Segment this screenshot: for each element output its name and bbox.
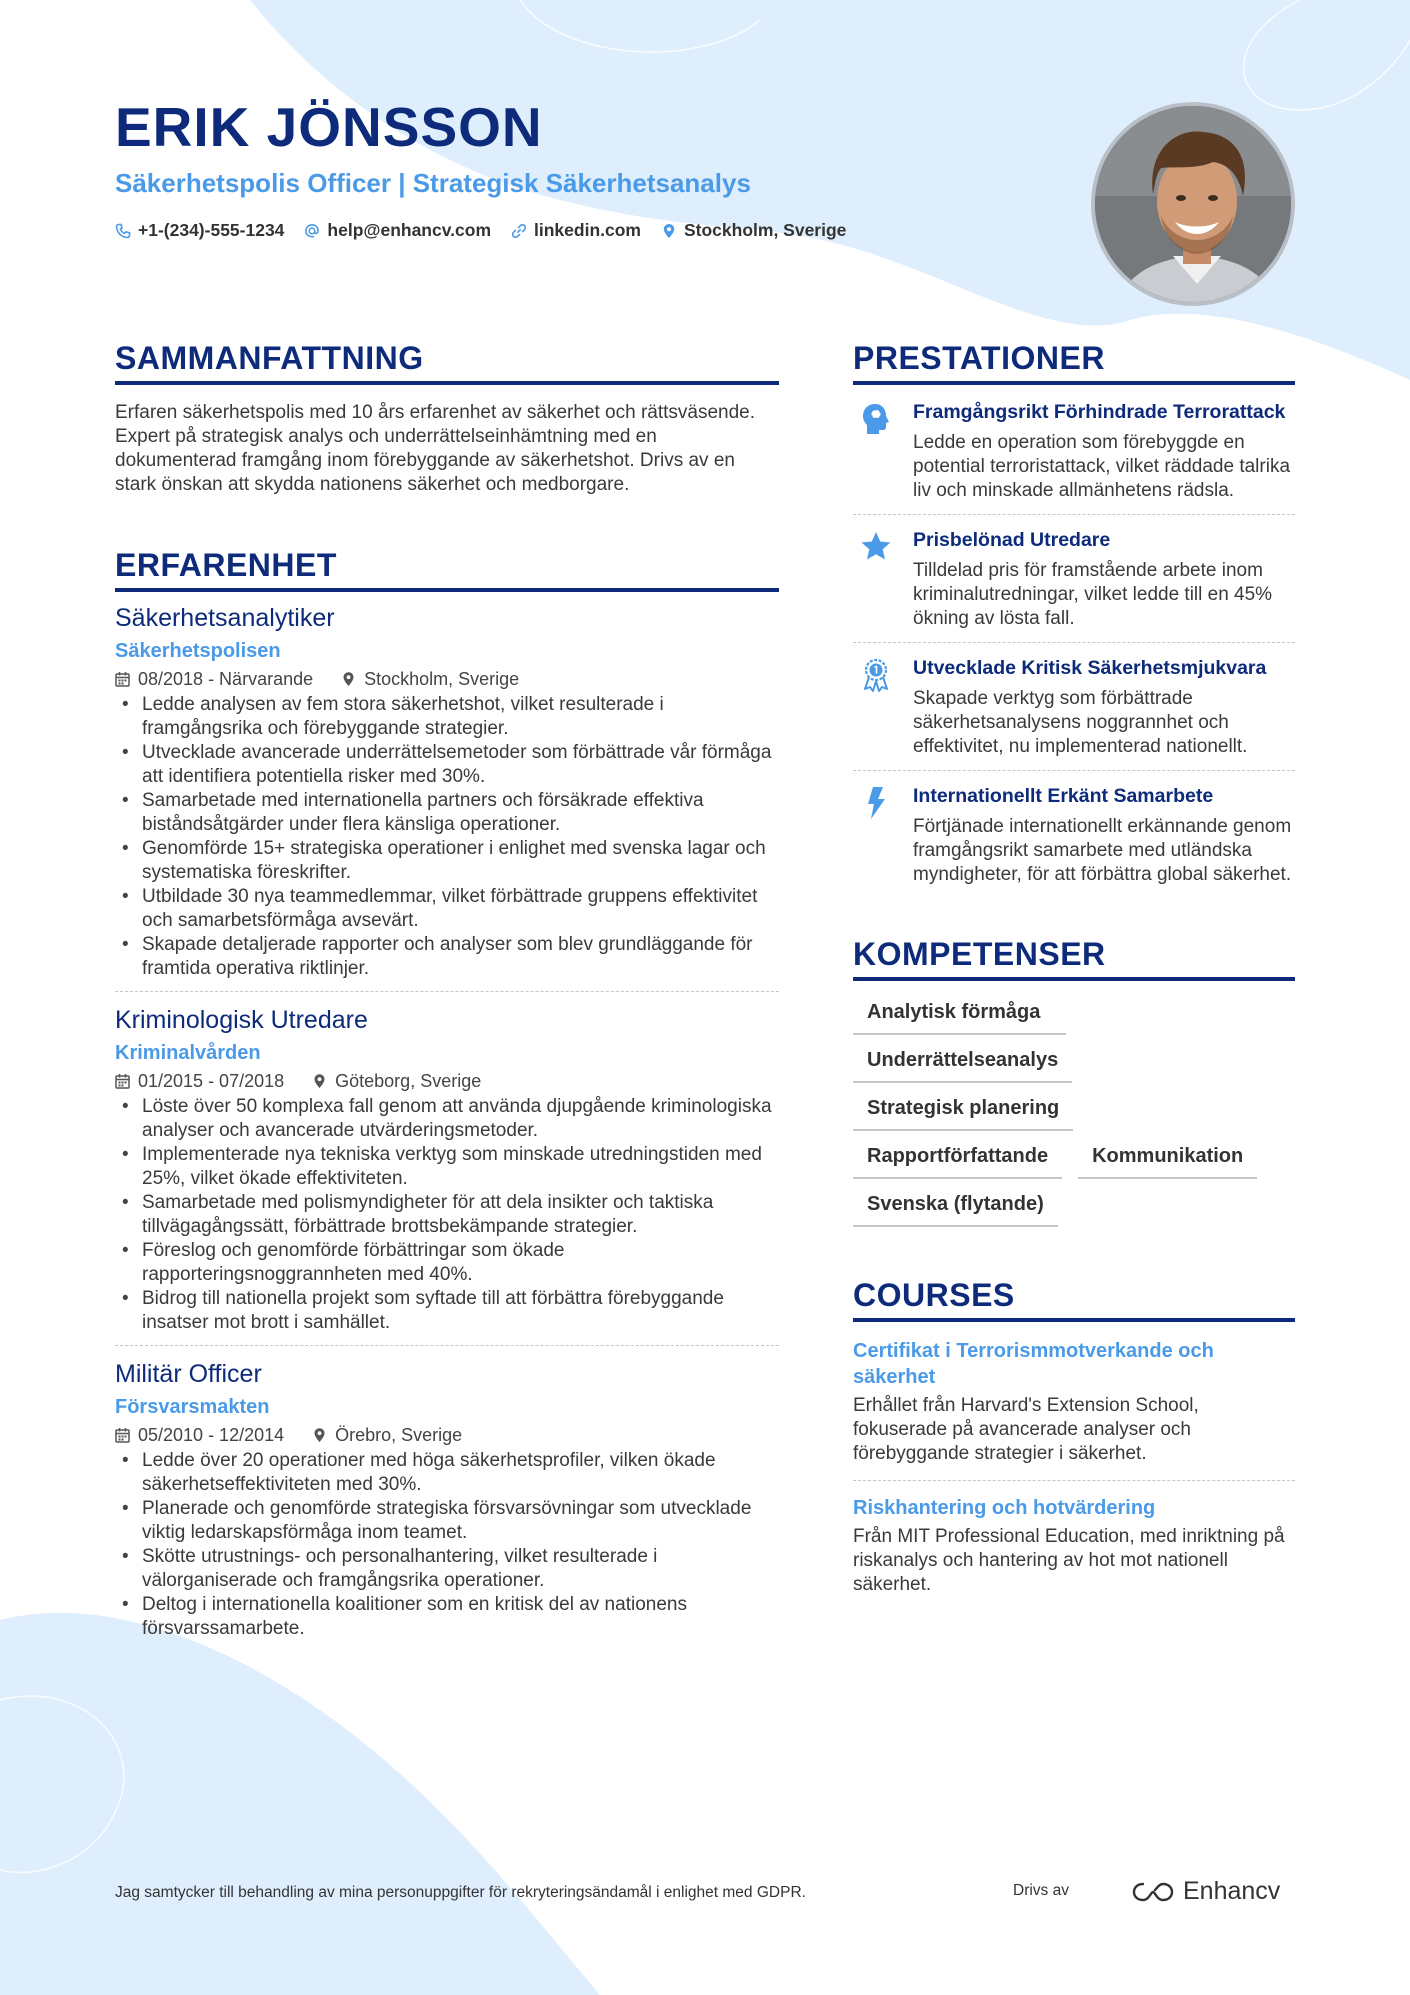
job-title: Militär Officer [115, 1360, 262, 1388]
list-item: • Löste över 50 komplexa fall genom att använda djupgående kriminologiska analyser och avancerade utvärderingsmetoder. [115, 1095, 779, 1143]
skill-tag: Analytisk förmåga [853, 987, 1066, 1035]
email-text: help@enhancv.com [327, 220, 492, 240]
job-dates: 01/2015 - 07/2018 [138, 1071, 285, 1091]
experience-heading: ERFARENHET [115, 547, 779, 592]
course-text: Erhållet från Harvard's Extension School, fokuserade på avancerade analyser och förebyggande strategier i säkerhet. [853, 1395, 1199, 1464]
link-icon [511, 223, 527, 239]
calendar-icon [115, 1427, 130, 1443]
job-dates: 08/2018 - Närvarande [138, 669, 314, 689]
contact-bar [115, 220, 846, 241]
skill-tag: Svenska (flytande) [853, 1179, 1058, 1227]
courses-list [853, 1324, 1295, 1611]
summary-text: Erfaren säkerhetspolis med 10 års erfarenhet av säkerhet och rättsväsende. Expert på strategisk analys och underrättelseinhämtning med en dokumenterad framgång inom förebyggande av säkerhetshot. Drivs av en stark önskan att skydda nationens säkerhet och medborgare. [115, 402, 756, 495]
location-pin-icon [661, 223, 677, 239]
list-item: • Deltog i internationella koalitioner som en kritisk del av nationens försvarssamarbete. [115, 1593, 779, 1641]
job-company: Försvarsmakten [115, 1396, 270, 1418]
achievement-text: Tilldelad pris för framstående arbete inom kriminalutredningar, vilket ledde till en 45% ökning av lösta fall. [913, 560, 1273, 629]
job-bullets [115, 1095, 779, 1335]
phone-icon [115, 223, 131, 239]
candidate-name: ERIK JÖNSSON [115, 96, 543, 158]
job-location: Göteborg, Sverige [335, 1071, 482, 1091]
list-item: • Skapade detaljerade rapporter och analyser som blev grundläggande för framtida operativa riktlinjer. [115, 933, 779, 981]
calendar-icon [115, 1073, 130, 1089]
achievement-text: Förtjänade internationellt erkännande genom framgångsrikt samarbete med utländska myndigheter, för att förbättra global säkerhet. [913, 816, 1292, 885]
phone-text: +1-(234)-555-1234 [138, 220, 285, 240]
gdpr-consent: Jag samtycker till behandling av mina personuppgifter för rekryteringsändamål i enlighet med GDPR. [115, 1884, 806, 1901]
award-ribbon-icon [859, 657, 893, 693]
job-bullets [115, 1449, 779, 1641]
location-pin-icon [312, 1427, 327, 1443]
achievement-text: Skapade verktyg som förbättrade säkerhetsanalysens noggrannhet och effektivitet, nu implementerad nationellt. [913, 688, 1248, 757]
achievement-title: Utvecklade Kritisk Säkerhetsmjukvara [913, 657, 1267, 679]
enhancv-logo[interactable] [1131, 1877, 1280, 1906]
achievements-list [853, 387, 1295, 898]
location-text: Stockholm, Sverige [683, 220, 847, 240]
job-meta [115, 1069, 779, 1093]
list-item: • Genomförde 15+ strategiska operationer i enlighet med svenska lagar och systematiska föreskrifter. [115, 837, 779, 885]
head-icon [859, 401, 893, 437]
achievements-heading: PRESTATIONER [853, 340, 1295, 385]
course-title: Riskhantering och hotvärdering [853, 1497, 1156, 1519]
list-item: • Samarbetade med internationella partners och försäkrade effektiva biståndsåtgärder under flera känsliga operationer. [115, 789, 779, 837]
achievement-item [853, 387, 1295, 514]
skill-tag: Rapportförfattande [853, 1131, 1062, 1179]
skill-tag: Underrättelseanalys [853, 1035, 1072, 1083]
achievement-item [853, 642, 1295, 770]
job-meta [115, 667, 779, 691]
location-pin-icon [312, 1073, 327, 1089]
linkedin-text: linkedin.com [534, 220, 641, 240]
location-pin-icon [341, 671, 356, 687]
achievement-title: Internationellt Erkänt Samarbete [913, 785, 1214, 807]
list-item: • Skötte utrustnings- och personalhantering, vilket resulterade i välorganiserade och framgångsrika operationer. [115, 1545, 779, 1593]
profile-photo [1091, 102, 1295, 306]
candidate-title: Säkerhetspolis Officer | Strategisk Säkerhetsanalys [115, 168, 751, 198]
job-entry [115, 991, 779, 1345]
contact-email[interactable] [304, 220, 491, 241]
contact-linkedin[interactable] [511, 220, 641, 241]
course-text: Från MIT Professional Education, med inriktning på riskanalys och hantering av hot mot nationell säkerhet. [853, 1526, 1285, 1595]
list-item: • Föreslog och genomförde förbättringar som ökade rapporteringsnoggrannheten med 40%. [115, 1239, 779, 1287]
summary-heading: SAMMANFATTNING [115, 340, 779, 385]
course-title: Certifikat i Terrorismmotverkande och säkerhet [853, 1340, 1214, 1388]
achievement-title: Framgångsrikt Förhindrade Terrorattack [913, 401, 1286, 423]
job-company: Kriminalvården [115, 1042, 261, 1064]
lightning-bolt-icon [859, 785, 893, 821]
course-item [853, 1324, 1295, 1480]
at-icon [304, 223, 320, 239]
list-item: • Planerade och genomförde strategiska försvarsövningar som utvecklade viktig ledarskapsförmåga inom teamet. [115, 1497, 779, 1545]
job-company: Säkerhetspolisen [115, 640, 281, 662]
job-bullets [115, 693, 779, 981]
list-item: • Ledde analysen av fem stora säkerhetshot, vilket resulterade i framgångsrika och förebyggande strategier. [115, 693, 779, 741]
star-icon [859, 529, 893, 565]
list-item: • Utbildade 30 nya teammedlemmar, vilket förbättrade gruppens effektivitet och samarbetsförmåga avsevärt. [115, 885, 779, 933]
list-item: • Samarbetade med polismyndigheter för att dela insikter och taktiska tillvägagångssätt, förbättrade brottsbekämpande strategier. [115, 1191, 779, 1239]
job-title: Kriminologisk Utredare [115, 1006, 368, 1034]
job-entry [115, 1345, 779, 1651]
achievement-title: Prisbelönad Utredare [913, 529, 1111, 551]
contact-phone[interactable] [115, 220, 284, 241]
calendar-icon [115, 671, 130, 687]
powered-by-label: Drivs av [1013, 1882, 1069, 1899]
experience-list [115, 602, 779, 1651]
brand-name: Enhancv [1183, 1877, 1281, 1905]
infinity-logo-icon [1131, 1880, 1175, 1904]
achievement-item [853, 514, 1295, 642]
job-dates: 05/2010 - 12/2014 [138, 1425, 285, 1445]
list-item: • Bidrog till nationella projekt som syftade till att förbättra förebyggande insatser mot brott i samhället. [115, 1287, 779, 1335]
job-entry [115, 602, 779, 991]
right-column [853, 340, 1295, 1611]
job-meta [115, 1423, 779, 1447]
achievement-item [853, 770, 1295, 898]
job-location: Örebro, Sverige [335, 1425, 463, 1445]
course-item [853, 1480, 1295, 1611]
skills-list [853, 987, 1295, 1227]
list-item: • Utvecklade avancerade underrättelsemetoder som förbättrade vår förmåga att identifiera potentiella risker med 30%. [115, 741, 779, 789]
skill-tag: Kommunikation [1078, 1131, 1257, 1179]
contact-location [661, 220, 846, 241]
skill-tag: Strategisk planering [853, 1083, 1073, 1131]
left-column [115, 340, 779, 1651]
job-title: Säkerhetsanalytiker [115, 604, 335, 632]
achievement-text: Ledde en operation som förebyggde en potential terroristattack, vilket räddade talrika liv och minskade allmänhetens rädsla. [913, 432, 1291, 501]
courses-heading: COURSES [853, 1277, 1295, 1322]
list-item: • Implementerade nya tekniska verktyg som minskade utredningstiden med 25%, vilket ökade effektiviteten. [115, 1143, 779, 1191]
job-location: Stockholm, Sverige [364, 669, 520, 689]
list-item: • Ledde över 20 operationer med höga säkerhetsprofiler, vilken ökade säkerhetseffektiviteten med 30%. [115, 1449, 779, 1497]
skills-heading: KOMPETENSER [853, 936, 1295, 981]
